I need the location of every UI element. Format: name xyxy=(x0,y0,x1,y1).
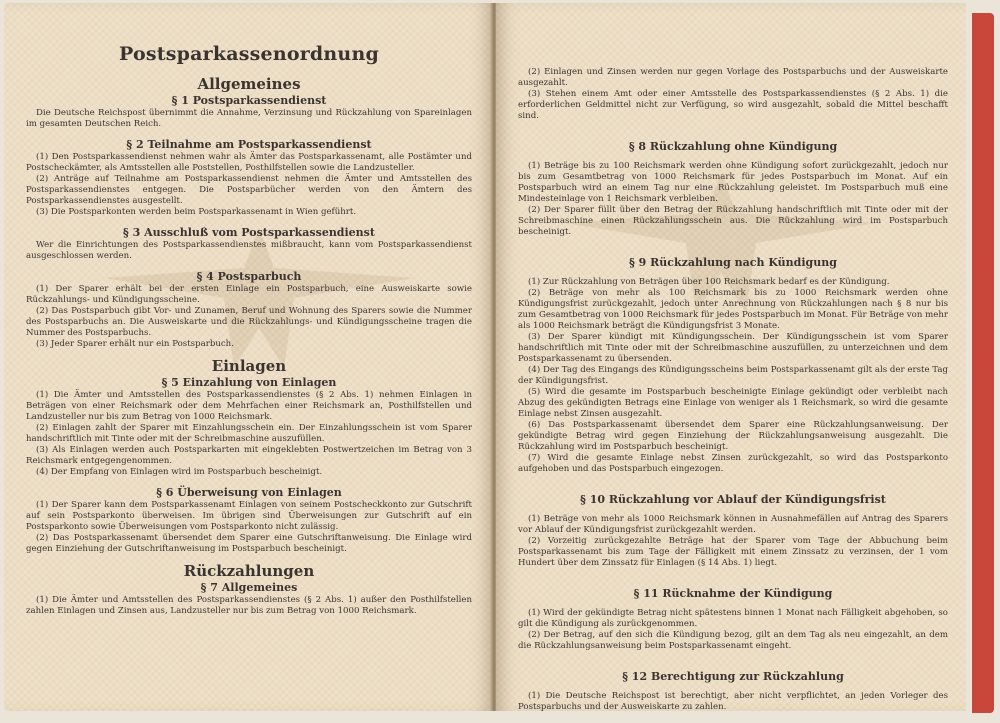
paragraph-text: (2) Anträge auf Teilnahme am Postsparkassendienst nehmen die Ämter und Amtsstellen des Postsparkassendienstes entgegen. Die Postsparbücher werden von den Ämtern des Postsparkassendienstes ausgestellt. xyxy=(26,174,472,206)
paragraph-heading-s12: § 12 Berechtigung zur Rückzahlung xyxy=(622,670,844,683)
paragraph-heading-s7: § 7 Allgemeines xyxy=(200,581,298,594)
section-heading-allgemeines: Allgemeines xyxy=(197,75,301,93)
paragraph-text: (2) Beträge von mehr als 100 Reichsmark bis zu 1000 Reichsmark werden ohne Kündigungsfrist zurückgezahlt, jedoch unter Anrechnung von Rückzahlungen nach § 8 nur bis zum Gesamtbetrag von 1000 Reichsmark für jedes Postsparbuch im Monat. Für Beträge von mehr als 1000 Reichsmark beträgt die Kündigungsfrist 3 Monate. xyxy=(518,288,948,331)
paragraph-text: (2) Der Betrag, auf den sich die Kündigung bezog, gilt an dem Tag als neu eingezahlt, an dem die Rückzahlungsanweisung beim Postsparkassenamt eingeht. xyxy=(518,630,948,651)
paragraph-text: (3) Stehen einem Amt oder einer Amtsstelle des Postsparkassendienstes (§ 2 Abs. 1) die erforderlichen Geldmittel nicht zur Verfügung, so wird ausgezahlt, sobald die Mittel beschafft sind. xyxy=(518,89,948,121)
paragraph-text: (2) Vorzeitig zurückgezahlte Beträge hat der Sparer vom Tage der Abbuchung beim Postsparkassenamt bis zum Tage der Fälligkeit mit einem Zinssatz zu verzinsen, der 1 vom Hundert über dem Zinssatz für Einlagen (§ 14 Abs. 1) liegt. xyxy=(518,536,948,568)
paragraph-heading-s1: § 1 Postsparkassendienst xyxy=(171,94,327,107)
page-title: Postsparkassenordnung xyxy=(119,43,379,65)
paragraph-text: (1) Beträge bis zu 100 Reichsmark werden ohne Kündigung sofort zurückgezahlt, jedoch nur bis zum Gesamtbetrag von 1000 Reichsmark für jedes Postsparbuch im Monat. Auf ein Postsparbuch wird an einem Tag nur eine Rückzahlung geleistet. Im Postsparbuch muß eine Mindesteinlage von 1 Reichsmark verbleiben. xyxy=(518,161,948,204)
paragraph-heading-s10: § 10 Rückzahlung vor Ablauf der Kündigungsfrist xyxy=(580,493,886,506)
paragraph-text: (1) Der Sparer erhält bei der ersten Einlage ein Postsparbuch, eine Ausweiskarte sowie Rückzahlungs- und Kündigungsscheine. xyxy=(26,284,472,305)
paragraph-text: Wer die Einrichtungen des Postsparkassendienstes mißbraucht, kann vom Postsparkassendienst ausgeschlossen werden. xyxy=(26,240,472,261)
paragraph-text: (4) Der Tag des Eingangs des Kündigungsscheins beim Postsparkassenamt gilt als der erste Tag der Kündigungsfrist. xyxy=(518,365,948,386)
paragraph-text: (2) Der Sparer füllt über den Betrag der Rückzahlung handschriftlich mit Tinte oder mit der Schreibmaschine einen Rückzahlungsschein aus. Die Rückzahlung wird im Postsparbuch bescheinigt. xyxy=(518,205,948,237)
paragraph-text: (2) Das Postsparbuch gibt Vor- und Zunamen, Beruf und Wohnung des Sparers sowie die Nummer des Postsparbuchs an. Die Ausweiskarte und die Rückzahlungs- und Kündigungsscheine tragen die Nummer des Postsparbuchs. xyxy=(26,306,472,338)
paragraph-text: (4) Der Empfang von Einlagen wird im Postsparbuch bescheinigt. xyxy=(36,467,323,477)
paragraph-heading-s2: § 2 Teilnahme am Postsparkassendienst xyxy=(126,138,372,151)
red-cover-edge xyxy=(972,13,994,713)
paragraph-text: (2) Einlagen und Zinsen werden nur gegen Vorlage des Postsparbuchs und der Ausweiskarte ausgezahlt. xyxy=(518,67,948,88)
paragraph-text: Die Deutsche Reichspost übernimmt die Annahme, Verzinsung und Rückzahlung von Spareinlagen im gesamten Deutschen Reich. xyxy=(26,108,472,129)
paragraph-heading-s5: § 5 Einzahlung von Einlagen xyxy=(161,376,337,389)
paragraph-text: (1) Die Ämter und Amtsstellen des Postsparkassendienstes (§ 2 Abs. 1) nehmen Einlagen in Beträgen von einer Reichsmark oder dem Mehrfachen einer Reichsmark an, Posthilfstellen und Landzusteller nur bis zum Betrag von 1000 Reichsmark. xyxy=(26,390,472,422)
paragraph-text: (3) Als Einlagen werden auch Postsparkarten mit eingeklebten Postwertzeichen im Betrag von 3 Reichsmark entgegengenommen. xyxy=(26,445,472,466)
paragraph-text: (1) Die Deutsche Reichspost ist berechtigt, aber nicht verpflichtet, an jeden Vorleger des Postsparbuchs und der Ausweiskarte zu zahlen. xyxy=(518,691,948,711)
paragraph-text: (2) Das Postsparkassenamt übersendet dem Sparer eine Gutschriftanweisung. Die Einlage wird gegen Einziehung der Gutschriftanweisung im Postsparbuch bescheinigt. xyxy=(26,533,472,554)
paragraph-text: (3) Die Postsparkonten werden beim Postsparkassenamt in Wien geführt. xyxy=(36,207,357,217)
paragraph-text: (1) Die Ämter und Amtsstellen des Postsparkassendienstes (§ 2 Abs. 1) außer den Posthilfstellen zahlen Einlagen und Zinsen aus, Landzusteller nur bis zum Betrag von 1000 Reichsmark. xyxy=(26,595,472,616)
paragraph-text: (5) Wird die gesamte im Postsparbuch bescheinigte Einlage gekündigt oder verbleibt nach Abzug des gekündigten Betrags eine Einlage von weniger als 1 Reichsmark, so wird die gesamte Einlage nebst Zinsen ausgezahlt. xyxy=(518,387,948,419)
paragraph-text: (1) Den Postsparkassendienst nehmen wahr als Ämter das Postsparkassenamt, alle Postämter und Postscheckämter, als Amtsstellen alle Poststellen, Posthilfstellen sowie die Landzusteller. xyxy=(26,152,472,173)
paragraph-heading-s8: § 8 Rückzahlung ohne Kündigung xyxy=(628,140,838,153)
right-page xyxy=(496,3,966,711)
paragraph-text: (6) Das Postsparkassenamt übersendet dem Sparer eine Rückzahlungsanweisung. Der gekündigte Betrag wird gegen Einziehung der Rückzahlungsanweisung ausgezahlt. Die Rückzahlung wird im Postsparbuch bescheinigt. xyxy=(518,420,948,452)
paragraph-text: (1) Der Sparer kann dem Postsparkassenamt Einlagen von seinem Postscheckkonto zur Gutschrift auf sein Postsparkonto überweisen. Im übrigen sind Überweisungen zur Gutschrift auf ein Postsparkonto sowie Überweisungen vom Postsparkonto nicht zulässig. xyxy=(26,500,472,532)
left-page xyxy=(4,3,492,711)
paragraph-text: (3) Jeder Sparer erhält nur ein Postsparbuch. xyxy=(36,339,234,349)
paragraph-text: (2) Einlagen zahlt der Sparer mit Einzahlungsschein ein. Der Einzahlungsschein ist vom Sparer handschriftlich mit Tinte oder mit der Schreibmaschine auszufüllen. xyxy=(26,423,472,444)
paragraph-heading-s9: § 9 Rückzahlung nach Kündigung xyxy=(629,256,837,269)
paragraph-heading-s11: § 11 Rücknahme der Kündigung xyxy=(633,587,833,600)
paragraph-heading-s4: § 4 Postsparbuch xyxy=(196,270,302,283)
paragraph-text: (3) Der Sparer kündigt mit Kündigungsschein. Der Kündigungsschein ist vom Sparer handschriftlich mit Tinte oder mit der Schreibmaschine auszufüllen, zu unterzeichnen und dem Postsparkassenamt zu übersenden. xyxy=(518,332,948,364)
paragraph-text: (1) Wird der gekündigte Betrag nicht spätestens binnen 1 Monat nach Fälligkeit abgehoben, so gilt die Kündigung als zurückgenommen. xyxy=(518,608,948,629)
section-heading-rueckzahlungen: Rückzahlungen xyxy=(183,562,315,580)
paragraph-text: (1) Beträge von mehr als 1000 Reichsmark können in Ausnahmefällen auf Antrag des Sparers vor Ablauf der Kündigungsfrist zurückgezahlt werden. xyxy=(518,514,948,535)
paragraph-text: (7) Wird die gesamte Einlage nebst Zinsen zurückgezahlt, so wird das Postsparkonto aufgehoben und das Postsparbuch eingezogen. xyxy=(518,453,948,474)
paragraph-text: (1) Zur Rückzahlung von Beträgen über 100 Reichsmark bedarf es der Kündigung. xyxy=(528,277,890,287)
section-heading-einlagen: Einlagen xyxy=(211,357,287,375)
paragraph-heading-s6: § 6 Überweisung von Einlagen xyxy=(156,486,342,499)
paragraph-heading-s3: § 3 Ausschluß vom Postsparkassendienst xyxy=(123,226,375,239)
